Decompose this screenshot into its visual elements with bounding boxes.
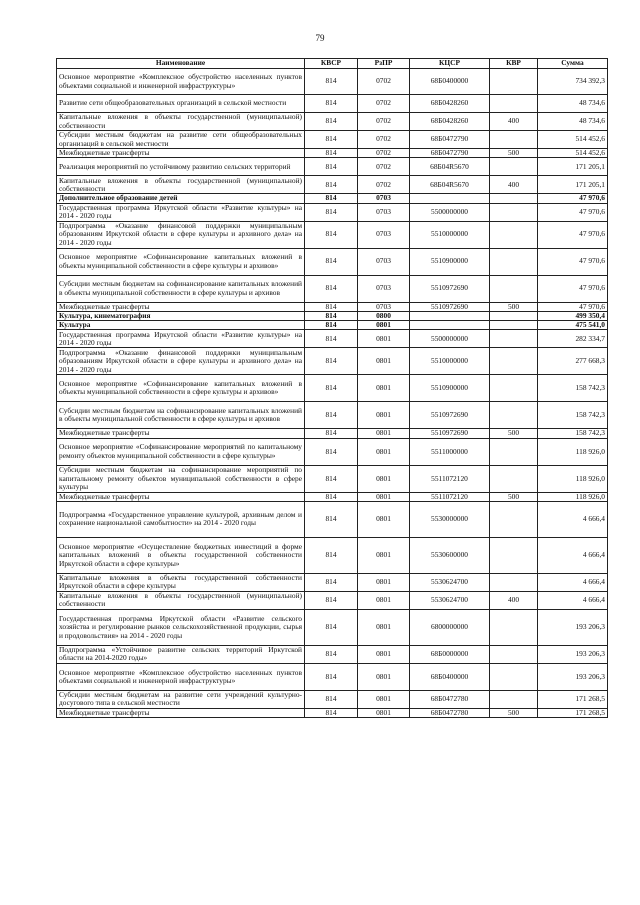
row-kvsr: 814 (305, 375, 358, 402)
table-row (57, 609, 608, 645)
row-sum: 171 268,5 (538, 708, 608, 717)
row-sum: 158 742,3 (538, 402, 608, 429)
row-name: Субсидии местным бюджетам на развитие сети учреждений культурно-досугового типа в сельской местности (57, 690, 305, 708)
row-name: Межбюджетные трансферты (57, 302, 305, 311)
row-kvr: 500 (490, 492, 538, 501)
row-kcsr: 6800000000 (410, 609, 490, 645)
row-rzpr: 0801 (358, 645, 410, 663)
row-name: Культура, кинематография (57, 311, 305, 320)
row-name: Капитальные вложения в объекты государственной (муниципальной) собственности (57, 591, 305, 609)
row-kvsr: 814 (305, 330, 358, 348)
row-kvsr: 814 (305, 321, 358, 330)
row-sum: 277 668,3 (538, 348, 608, 375)
row-kcsr (410, 311, 490, 320)
row-kvsr: 814 (305, 591, 358, 609)
row-kvsr: 814 (305, 149, 358, 158)
row-rzpr: 0801 (358, 492, 410, 501)
row-kvr (490, 465, 538, 492)
row-kcsr: 68Б04R5670 (410, 158, 490, 176)
row-kvsr: 814 (305, 645, 358, 663)
row-kvsr: 814 (305, 113, 358, 131)
row-name: Основное мероприятие «Осуществление бюджетных инвестиций в форме капитальных вложений в объекты государственной собственности Иркутской области в сфере культуры» (57, 537, 305, 573)
row-kvr (490, 194, 538, 203)
row-name: Культура (57, 321, 305, 330)
table-row (57, 501, 608, 537)
row-kcsr: 5530624700 (410, 573, 490, 591)
table-row (57, 176, 608, 194)
row-kcsr: 5511072120 (410, 465, 490, 492)
row-name: Межбюджетные трансферты (57, 149, 305, 158)
row-rzpr: 0801 (358, 402, 410, 429)
row-name: Основное мероприятие «Софинансирование мероприятий по капитальному ремонту объектов муниципальной собственности в сфере культуры» (57, 438, 305, 465)
row-kvr (490, 158, 538, 176)
row-kcsr: 5500000000 (410, 330, 490, 348)
row-rzpr: 0801 (358, 573, 410, 591)
row-sum: 4 666,4 (538, 591, 608, 609)
row-sum: 158 742,3 (538, 429, 608, 438)
row-sum: 514 452,6 (538, 131, 608, 149)
row-sum: 193 206,3 (538, 645, 608, 663)
table-row (57, 690, 608, 708)
row-kvsr: 814 (305, 402, 358, 429)
row-kcsr: 5510972690 (410, 402, 490, 429)
row-kvsr: 814 (305, 95, 358, 113)
row-rzpr: 0702 (358, 113, 410, 131)
row-kcsr: 68Б0472790 (410, 149, 490, 158)
row-kvsr: 814 (305, 708, 358, 717)
table-row (57, 492, 608, 501)
row-kvr (490, 609, 538, 645)
row-rzpr: 0801 (358, 708, 410, 717)
row-kvsr: 814 (305, 158, 358, 176)
table-row (57, 131, 608, 149)
row-kvsr: 814 (305, 663, 358, 690)
table-row (57, 158, 608, 176)
row-kcsr: 5510000000 (410, 348, 490, 375)
row-sum: 118 926,0 (538, 465, 608, 492)
page-number: 79 (315, 33, 325, 43)
table-row (57, 69, 608, 95)
row-name: Подпрограмма «Устойчивое развитие сельских территорий Иркутской области на 2014-2020 годы» (57, 645, 305, 663)
row-name: Субсидии местным бюджетам на софинансирование мероприятий по капитальному ремонту объектов муниципальной собственности в сфере культуры (57, 465, 305, 492)
row-name: Субсидии местным бюджетам на развитие сети общеобразовательных организаций в сельской местности (57, 131, 305, 149)
row-kvsr: 814 (305, 465, 358, 492)
row-kvr (490, 131, 538, 149)
row-kvr: 500 (490, 302, 538, 311)
row-kcsr: 5510972690 (410, 275, 490, 302)
row-kvr (490, 95, 538, 113)
row-name: Основное мероприятие «Софинансирование капитальных вложений в объекты муниципальной собственности в сфере культуры и архивов» (57, 248, 305, 275)
row-rzpr: 0702 (358, 149, 410, 158)
row-kvsr: 814 (305, 302, 358, 311)
row-kvsr: 814 (305, 573, 358, 591)
row-kvsr: 814 (305, 176, 358, 194)
row-kvsr: 814 (305, 492, 358, 501)
table-row (57, 194, 608, 203)
row-sum: 171 205,1 (538, 158, 608, 176)
table-row (57, 311, 608, 320)
row-kvsr: 814 (305, 348, 358, 375)
row-kvr (490, 573, 538, 591)
row-kvr (490, 663, 538, 690)
row-kcsr: 5511072120 (410, 492, 490, 501)
table-row (57, 465, 608, 492)
row-sum: 193 206,3 (538, 663, 608, 690)
row-kvr: 400 (490, 591, 538, 609)
row-name: Подпрограмма «Государственное управление культурой, архивным делом и сохранение национальной самобытности» на 2014 - 2020 годы (57, 501, 305, 537)
row-kcsr (410, 194, 490, 203)
row-rzpr: 0801 (358, 663, 410, 690)
row-kvr: 400 (490, 113, 538, 131)
row-kvr (490, 248, 538, 275)
row-kvr (490, 645, 538, 663)
row-rzpr: 0801 (358, 348, 410, 375)
row-name: Основное мероприятие «Комплексное обустройство населенных пунктов объектами социальной и инженерной инфраструктуры» (57, 663, 305, 690)
row-rzpr: 0703 (358, 203, 410, 221)
row-kvsr: 814 (305, 690, 358, 708)
row-kvr (490, 402, 538, 429)
row-kvr (490, 501, 538, 537)
row-kvsr: 814 (305, 311, 358, 320)
row-name: Дополнительное образование детей (57, 194, 305, 203)
row-sum: 48 734,6 (538, 95, 608, 113)
row-kvsr: 814 (305, 429, 358, 438)
row-rzpr: 0801 (358, 465, 410, 492)
row-kcsr: 68Б0400000 (410, 69, 490, 95)
row-name: Государственная программа Иркутской области «Развитие культуры» на 2014 - 2020 годы (57, 203, 305, 221)
table-row (57, 402, 608, 429)
row-kvr: 500 (490, 429, 538, 438)
table-row (57, 537, 608, 573)
table-row (57, 429, 608, 438)
table-row (57, 248, 608, 275)
header-name: Наименование (57, 59, 305, 69)
row-rzpr: 0801 (358, 690, 410, 708)
row-kvr (490, 203, 538, 221)
row-rzpr: 0702 (358, 69, 410, 95)
header-kvsr: КВСР (305, 59, 358, 69)
row-kvr (490, 375, 538, 402)
row-kvr (490, 311, 538, 320)
row-kvr (490, 537, 538, 573)
row-rzpr: 0801 (358, 609, 410, 645)
row-sum: 514 452,6 (538, 149, 608, 158)
table-row (57, 348, 608, 375)
table-row (57, 95, 608, 113)
row-rzpr: 0801 (358, 591, 410, 609)
row-kcsr: 68Б0400000 (410, 663, 490, 690)
row-rzpr: 0801 (358, 330, 410, 348)
row-sum: 47 970,6 (538, 203, 608, 221)
row-sum: 48 734,6 (538, 113, 608, 131)
row-kvsr: 814 (305, 203, 358, 221)
row-kcsr: 5530000000 (410, 501, 490, 537)
table-row (57, 113, 608, 131)
row-kcsr: 5510972690 (410, 302, 490, 311)
row-kcsr: 5510900000 (410, 375, 490, 402)
row-sum: 282 334,7 (538, 330, 608, 348)
row-kvr: 500 (490, 708, 538, 717)
row-name: Субсидии местным бюджетам на софинансирование капитальных вложений в объекты муниципальной собственности в сфере культуры и архивов (57, 402, 305, 429)
row-sum: 193 206,3 (538, 609, 608, 645)
row-kcsr: 68Б0000000 (410, 645, 490, 663)
table-row (57, 275, 608, 302)
row-rzpr: 0703 (358, 302, 410, 311)
row-name: Государственная программа Иркутской области «Развитие культуры» на 2014 - 2020 годы (57, 330, 305, 348)
row-rzpr: 0702 (358, 95, 410, 113)
row-sum: 171 205,1 (538, 176, 608, 194)
row-kcsr: 5530624700 (410, 591, 490, 609)
row-kvsr: 814 (305, 69, 358, 95)
row-sum: 4 666,4 (538, 573, 608, 591)
row-sum: 499 350,4 (538, 311, 608, 320)
header-kvr: КВР (490, 59, 538, 69)
row-name: Подпрограмма «Оказание финансовой поддержки муниципальным образованиям Иркутской области в сфере культуры и архивного дела» на 2014 - 2020 годы (57, 221, 305, 248)
row-kcsr: 5510972690 (410, 429, 490, 438)
table-row (57, 708, 608, 717)
row-name: Капитальные вложения в объекты государственной (муниципальной) собственности (57, 176, 305, 194)
header-kcsr: КЦСР (410, 59, 490, 69)
row-name: Государственная программа Иркутской области «Развитие сельского хозяйства и регулирование рынков сельскохозяйственной продукции, сырья и продовольствия» на 2014 - 2020 годы (57, 609, 305, 645)
row-rzpr: 0801 (358, 429, 410, 438)
table-row (57, 321, 608, 330)
table-row (57, 149, 608, 158)
row-kcsr: 5510000000 (410, 221, 490, 248)
row-kvsr: 814 (305, 609, 358, 645)
row-rzpr: 0702 (358, 158, 410, 176)
row-rzpr: 0702 (358, 176, 410, 194)
row-kvsr: 814 (305, 194, 358, 203)
row-rzpr: 0801 (358, 438, 410, 465)
row-rzpr: 0703 (358, 194, 410, 203)
row-kcsr: 5530600000 (410, 537, 490, 573)
row-rzpr: 0800 (358, 311, 410, 320)
row-name: Реализация мероприятий по устойчивому развитию сельских территорий (57, 158, 305, 176)
row-name: Межбюджетные трансферты (57, 429, 305, 438)
table-row (57, 221, 608, 248)
row-kvr (490, 348, 538, 375)
row-kcsr: 68Б0472790 (410, 131, 490, 149)
row-name: Подпрограмма «Оказание финансовой поддержки муниципальным образованиям Иркутской области в сфере культуры и архивного дела» на 2014 - 2020 годы (57, 348, 305, 375)
row-name: Основное мероприятие «Комплексное обустройство населенных пунктов объектами социальной и инженерной инфраструктуры» (57, 69, 305, 95)
row-rzpr: 0702 (358, 131, 410, 149)
row-rzpr: 0801 (358, 321, 410, 330)
row-name: Развитие сети общеобразовательных организаций в сельской местности (57, 95, 305, 113)
row-kvr (490, 690, 538, 708)
row-kcsr: 68Б0472780 (410, 708, 490, 717)
table-row (57, 438, 608, 465)
row-kvsr: 814 (305, 248, 358, 275)
row-sum: 47 970,6 (538, 221, 608, 248)
row-kvsr: 814 (305, 275, 358, 302)
table-row (57, 663, 608, 690)
row-name: Субсидии местным бюджетам на софинансирование капитальных вложений в объекты муниципальной собственности в сфере культуры и архивов (57, 275, 305, 302)
row-rzpr: 0703 (358, 275, 410, 302)
row-rzpr: 0703 (358, 221, 410, 248)
row-kcsr: 5500000000 (410, 203, 490, 221)
row-kvsr: 814 (305, 131, 358, 149)
table-row (57, 591, 608, 609)
row-kcsr: 5510900000 (410, 248, 490, 275)
row-rzpr: 0703 (358, 248, 410, 275)
row-kcsr (410, 321, 490, 330)
row-sum: 47 970,6 (538, 302, 608, 311)
table-row (57, 573, 608, 591)
row-rzpr: 0801 (358, 501, 410, 537)
row-kvr (490, 69, 538, 95)
header-sum: Сумма (538, 59, 608, 69)
row-kcsr: 5511000000 (410, 438, 490, 465)
row-name: Межбюджетные трансферты (57, 708, 305, 717)
row-kvr (490, 275, 538, 302)
table-header-row (57, 59, 608, 69)
row-name: Основное мероприятие «Софинансирование капитальных вложений в объекты муниципальной собственности в сфере культуры и архивов» (57, 375, 305, 402)
row-kcsr: 68Б04R5670 (410, 176, 490, 194)
row-kvsr: 814 (305, 537, 358, 573)
row-kvr (490, 438, 538, 465)
row-sum: 475 541,0 (538, 321, 608, 330)
row-sum: 47 970,6 (538, 248, 608, 275)
row-rzpr: 0801 (358, 537, 410, 573)
row-kvsr: 814 (305, 501, 358, 537)
row-kcsr: 68Б0472780 (410, 690, 490, 708)
table-row (57, 302, 608, 311)
row-kvsr: 814 (305, 221, 358, 248)
row-name: Капитальные вложения в объекты государственной собственности Иркутской области в сфере культуры (57, 573, 305, 591)
row-kcsr: 68Б0428260 (410, 95, 490, 113)
table-row (57, 203, 608, 221)
budget-table (56, 58, 608, 718)
row-kvr: 400 (490, 176, 538, 194)
table-row (57, 330, 608, 348)
table-body (57, 69, 608, 718)
row-sum: 47 970,6 (538, 275, 608, 302)
row-sum: 118 926,0 (538, 438, 608, 465)
row-kvsr: 814 (305, 438, 358, 465)
row-sum: 4 666,4 (538, 501, 608, 537)
row-kvr (490, 321, 538, 330)
row-name: Капитальные вложения в объекты государственной (муниципальной) собственности (57, 113, 305, 131)
row-sum: 47 970,6 (538, 194, 608, 203)
row-name: Межбюджетные трансферты (57, 492, 305, 501)
row-kvr (490, 330, 538, 348)
row-kcsr: 68Б0428260 (410, 113, 490, 131)
row-kvr: 500 (490, 149, 538, 158)
header-rzpr: РзПР (358, 59, 410, 69)
row-sum: 4 666,4 (538, 537, 608, 573)
row-rzpr: 0801 (358, 375, 410, 402)
row-sum: 734 392,3 (538, 69, 608, 95)
row-sum: 171 268,5 (538, 690, 608, 708)
row-sum: 158 742,3 (538, 375, 608, 402)
table-row (57, 375, 608, 402)
row-sum: 118 926,0 (538, 492, 608, 501)
row-kvr (490, 221, 538, 248)
table-row (57, 645, 608, 663)
